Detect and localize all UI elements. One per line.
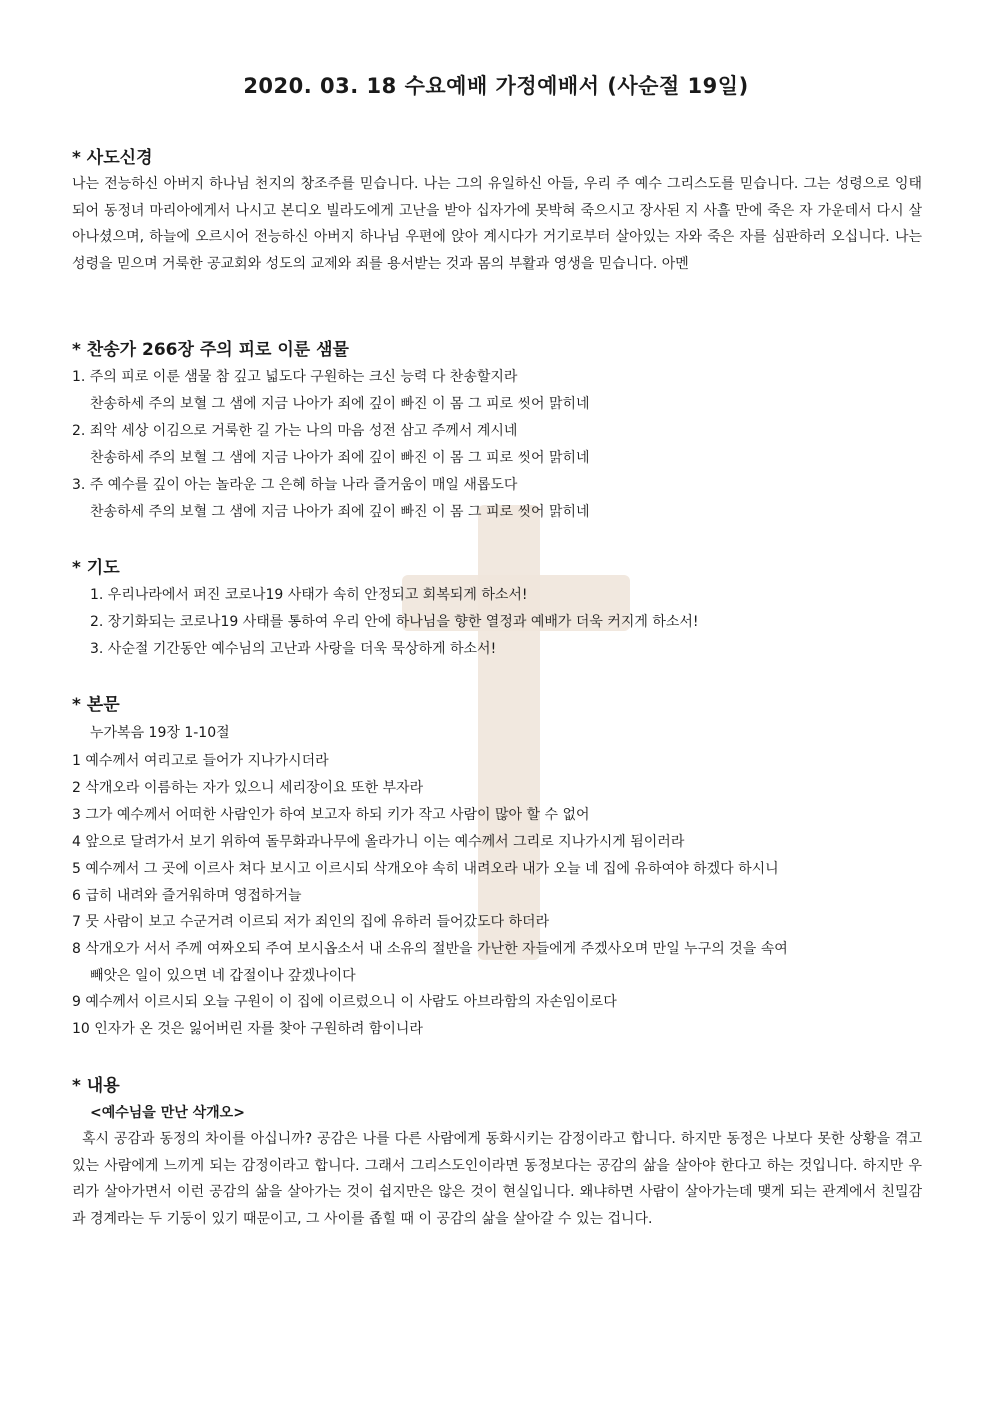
cross-watermark-vertical [478,505,540,960]
verse: 5 예수께서 그 곳에 이르사 쳐다 보시고 이르시되 삭개오야 속히 내려오라 내가 오늘 네 집에 유하여야 하겠다 하시니 [72,861,779,877]
verse: 3 그가 예수께서 어떠한 사람인가 하여 보고자 하되 키가 작고 사람이 많아 할 수 없어 [72,807,590,823]
verse: 2 삭개오라 이름하는 자가 있으니 세리장이요 또한 부자라 [72,780,424,796]
verse: 7 뭇 사람이 보고 수군거려 이르되 저가 죄인의 집에 유하러 들어갔도다 하더라 [72,914,550,930]
verse: 9 예수께서 이르시되 오늘 구원이 이 집에 이르렀으니 이 사람도 아브라함의 자손임이로다 [72,994,617,1010]
hymn-line: 1. 주의 피로 이룬 샘물 참 깊고 넓도다 구원하는 크신 능력 다 찬송할지라 [72,369,518,385]
hymn-refrain: 찬송하세 주의 보혈 그 샘에 지금 나아가 죄에 깊이 빠진 이 몸 그 피로 씻어 맑히네 [90,504,590,520]
scripture-heading: * 본문 [72,695,120,715]
verse-continuation: 빼앗은 일이 있으면 네 갑절이나 갚겠나이다 [90,968,356,984]
verse: 1 예수께서 여리고로 들어가 지나가시더라 [72,753,329,769]
verse: 4 앞으로 달려가서 보기 위하여 돌무화과나무에 올라가니 이는 예수께서 그리로 지나가시게 됨이러라 [72,834,685,850]
verse: 8 삭개오가 서서 주께 여짜오되 주여 보시옵소서 내 소유의 절반을 가난한 자들에게 주겠사오며 만일 누구의 것을 속여 [72,941,788,957]
content-subtitle: <예수님을 만난 삭개오> [90,1105,245,1121]
verse: 6 급히 내려와 즐거워하며 영접하거늘 [72,888,302,904]
verse: 10 인자가 온 것은 잃어버린 자를 찾아 구원하려 함이니라 [72,1021,423,1037]
hymn-refrain: 찬송하세 주의 보혈 그 샘에 지금 나아가 죄에 깊이 빠진 이 몸 그 피로 씻어 맑히네 [90,396,590,412]
creed-heading: * 사도신경 [72,148,153,168]
hymn-line: 2. 죄악 세상 이김으로 거룩한 길 가는 나의 마음 성전 삼고 주께서 계시네 [72,423,518,439]
hymn-refrain: 찬송하세 주의 보혈 그 샘에 지금 나아가 죄에 깊이 빠진 이 몸 그 피로 씻어 맑히네 [90,450,590,466]
prayer-item: 1. 우리나라에서 퍼진 코로나19 사태가 속히 안정되고 회복되게 하소서! [90,587,528,603]
prayer-item: 3. 사순절 기간동안 예수님의 고난과 사랑을 더욱 묵상하게 하소서! [90,641,497,657]
prayer-heading: * 기도 [72,558,120,578]
content-text: 혹시 공감과 동정의 차이를 아십니까? 공감은 나를 다른 사람에게 동화시키는 감정이라고 합니다. 하지만 동정은 나보다 못한 상황을 겪고 있는 사람에게 느끼게 되는 감정이라고 합니다. 그래서 그리스도인이라면 동정보다는 공감의 삶을 살아야 한다고 하는 것입니다. 하지만 우리가 살아가면서 이런 공감의 삶을 살아가는 것이 쉽지만은 않은 것이 현실입니다. 왜냐하면 사람이 살아가는데 맺게 되는 관계에서 친밀감과 경계라는 두 기둥이 있기 때문이고, 그 사이를 좁힐 때 이 공감의 삶을 살아갈 수 있는 겁니다. [72,1131,922,1227]
content-heading: * 내용 [72,1076,120,1096]
scripture-reference: 누가복음 19장 1-10절 [90,725,230,741]
hymn-line: 3. 주 예수를 깊이 아는 놀라운 그 은혜 하늘 나라 즐거움이 매일 새롭도다 [72,477,518,493]
hymn-heading: * 찬송가 266장 주의 피로 이룬 샘물 [72,340,349,360]
page-title: 2020. 03. 18 수요예배 가정예배서 (사순절 19일) [243,74,749,98]
creed-text: 나는 전능하신 아버지 하나님 천지의 창조주를 믿습니다. 나는 그의 유일하신 아들, 우리 주 예수 그리스도를 믿습니다. 그는 성령으로 잉태되어 동정녀 마리아에게서 나시고 본디오 빌라도에게 고난을 받아 십자가에 못박혀 죽으시고 장사된 지 사흘 만에 죽은 자 가운데서 다시 살아나셨으며, 하늘에 오르시어 전능하신 아버지 하나님 우편에 앉아 계시다가 거기로부터 살아있는 자와 죽은 자를 심판하러 오십니다. 나는 성령을 믿으며 거룩한 공교회와 성도의 교제와 죄를 용서받는 것과 몸의 부활과 영생을 믿습니다. 아멘 [72,176,922,272]
prayer-item: 2. 장기화되는 코로나19 사태를 통하여 우리 안에 하나님을 향한 열정과 예배가 더욱 커지게 하소서! [90,614,699,630]
